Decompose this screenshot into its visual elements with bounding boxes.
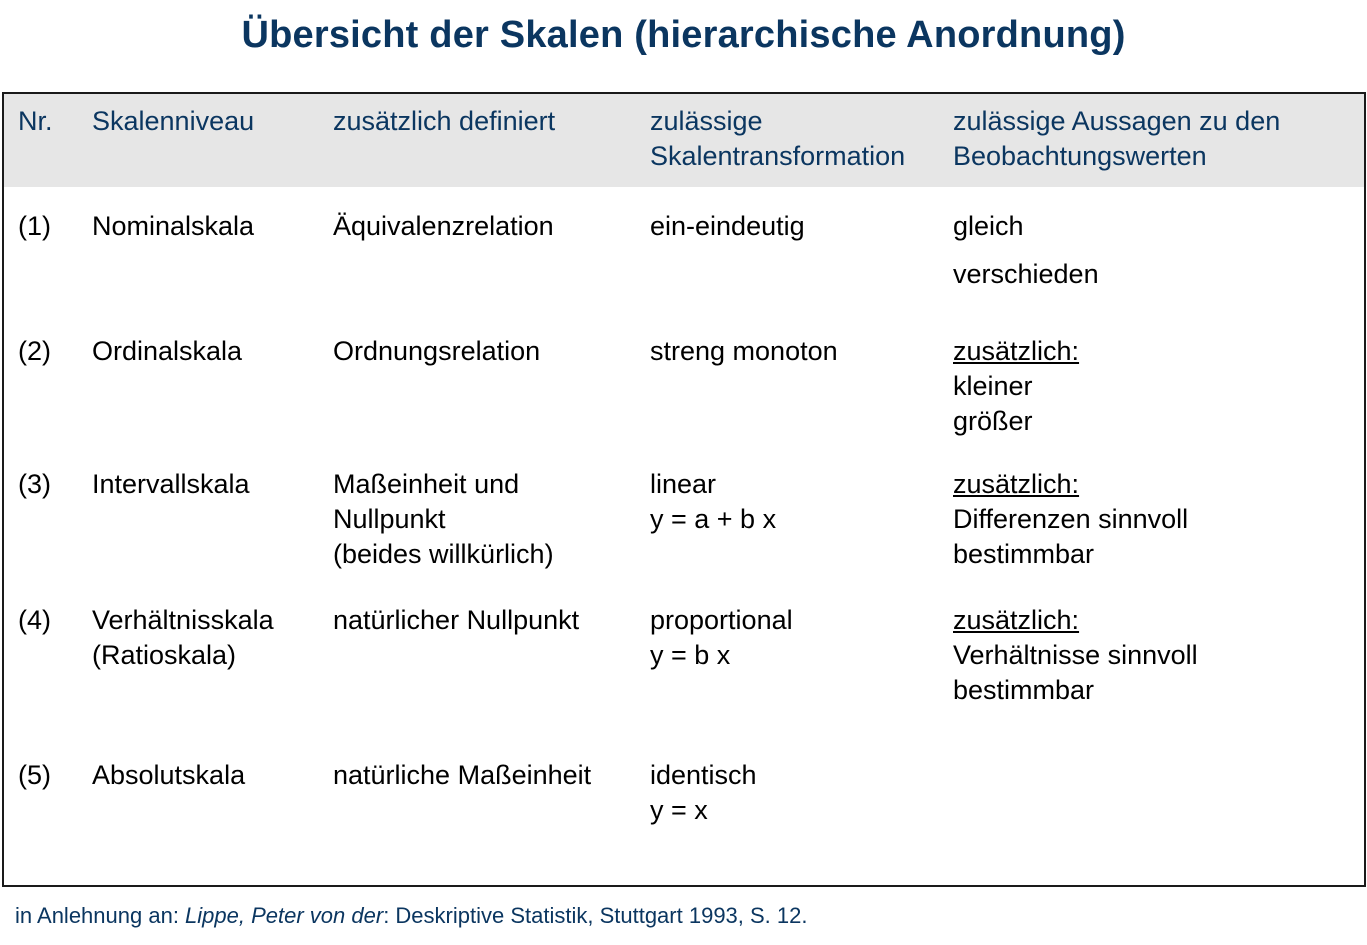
row-3-transform-line: y = a + b x <box>650 504 777 534</box>
row-transform <box>650 758 757 828</box>
footnote-rest: : Deskriptive Statistik, Stuttgart 1993, S. 12. <box>383 903 808 928</box>
row-1-statements-line: gleich <box>953 211 1024 241</box>
header-defined: zusätzlich definiert <box>333 106 556 136</box>
row-level <box>92 334 242 369</box>
row-transform <box>650 334 838 369</box>
scales-table <box>2 92 1366 887</box>
row-5-defined-line: natürliche Maßeinheit <box>333 760 592 790</box>
row-1-transform-line: ein-eindeutig <box>650 211 805 241</box>
header-statements-line1: zulässige Aussagen zu den <box>953 106 1281 136</box>
row-4-defined-line: natürlicher Nullpunkt <box>333 605 580 635</box>
row-nr: (3) <box>18 469 51 499</box>
header-transform <box>650 104 905 174</box>
row-3-statements-line: bestimmbar <box>953 539 1095 569</box>
row-2-statements-line: größer <box>953 406 1033 436</box>
row-2-statements-prefix: zusätzlich: <box>953 336 1080 366</box>
row-5-transform-line: y = x <box>650 795 708 825</box>
row-defined <box>333 603 579 638</box>
row-nr: (4) <box>18 605 51 635</box>
row-nr: (2) <box>18 336 51 366</box>
row-1-statements-line: verschieden <box>953 259 1099 289</box>
row-3-defined-line: (beides willkürlich) <box>333 539 554 569</box>
row-2-statements-line: kleiner <box>953 371 1033 401</box>
row-level <box>92 209 254 244</box>
header-transform-line2: Skalentransformation <box>650 141 906 171</box>
row-2-defined-line: Ordnungsrelation <box>333 336 541 366</box>
row-3-statements-line: Differenzen sinnvoll <box>953 504 1189 534</box>
page-title: Übersicht der Skalen (hierarchische Anordnung) <box>241 14 1126 56</box>
row-level <box>92 467 250 502</box>
row-3-statements-prefix: zusätzlich: <box>953 469 1080 499</box>
row-statements <box>953 467 1188 572</box>
header-transform-line1: zulässige <box>650 106 763 136</box>
row-4-level-line: Verhältnisskala <box>92 605 274 635</box>
row-defined <box>333 209 554 244</box>
row-nr: (5) <box>18 760 51 790</box>
row-3-level-line: Intervallskala <box>92 469 250 499</box>
row-level <box>92 603 274 673</box>
row-1-defined-line: Äquivalenzrelation <box>333 211 554 241</box>
header-statements <box>953 104 1280 174</box>
row-1-level-line: Nominalskala <box>92 211 255 241</box>
row-statements <box>953 334 1079 439</box>
row-transform <box>650 467 776 537</box>
row-defined <box>333 467 554 572</box>
row-4-statements-line: bestimmbar <box>953 675 1095 705</box>
row-transform <box>650 209 805 244</box>
row-nr: (1) <box>18 211 51 241</box>
row-statements <box>953 209 1099 292</box>
table-header <box>4 94 1364 187</box>
row-level <box>92 758 245 793</box>
row-3-defined-line: Maßeinheit und <box>333 469 520 499</box>
source-footnote <box>15 903 808 929</box>
footnote-author: Lippe, Peter von der <box>185 903 384 928</box>
row-5-level-line: Absolutskala <box>92 760 246 790</box>
row-statements <box>953 603 1198 708</box>
row-defined <box>333 758 591 793</box>
row-5-transform-line: identisch <box>650 760 757 790</box>
row-3-defined-line: Nullpunkt <box>333 504 446 534</box>
header-level: Skalenniveau <box>92 106 255 136</box>
row-3-transform-line: linear <box>650 469 717 499</box>
row-4-transform-line: proportional <box>650 605 793 635</box>
row-2-level-line: Ordinalskala <box>92 336 243 366</box>
row-2-transform-line: streng monoton <box>650 336 838 366</box>
row-transform <box>650 603 793 673</box>
row-4-level-line: (Ratioskala) <box>92 640 237 670</box>
row-4-transform-line: y = b x <box>650 640 731 670</box>
row-defined <box>333 334 540 369</box>
footnote-prefix: in Anlehnung an: <box>15 903 186 928</box>
header-nr: Nr. <box>18 106 53 136</box>
row-4-statements-line: Verhältnisse sinnvoll <box>953 640 1198 670</box>
header-statements-line2: Beobachtungswerten <box>953 141 1207 171</box>
row-4-statements-prefix: zusätzlich: <box>953 605 1080 635</box>
